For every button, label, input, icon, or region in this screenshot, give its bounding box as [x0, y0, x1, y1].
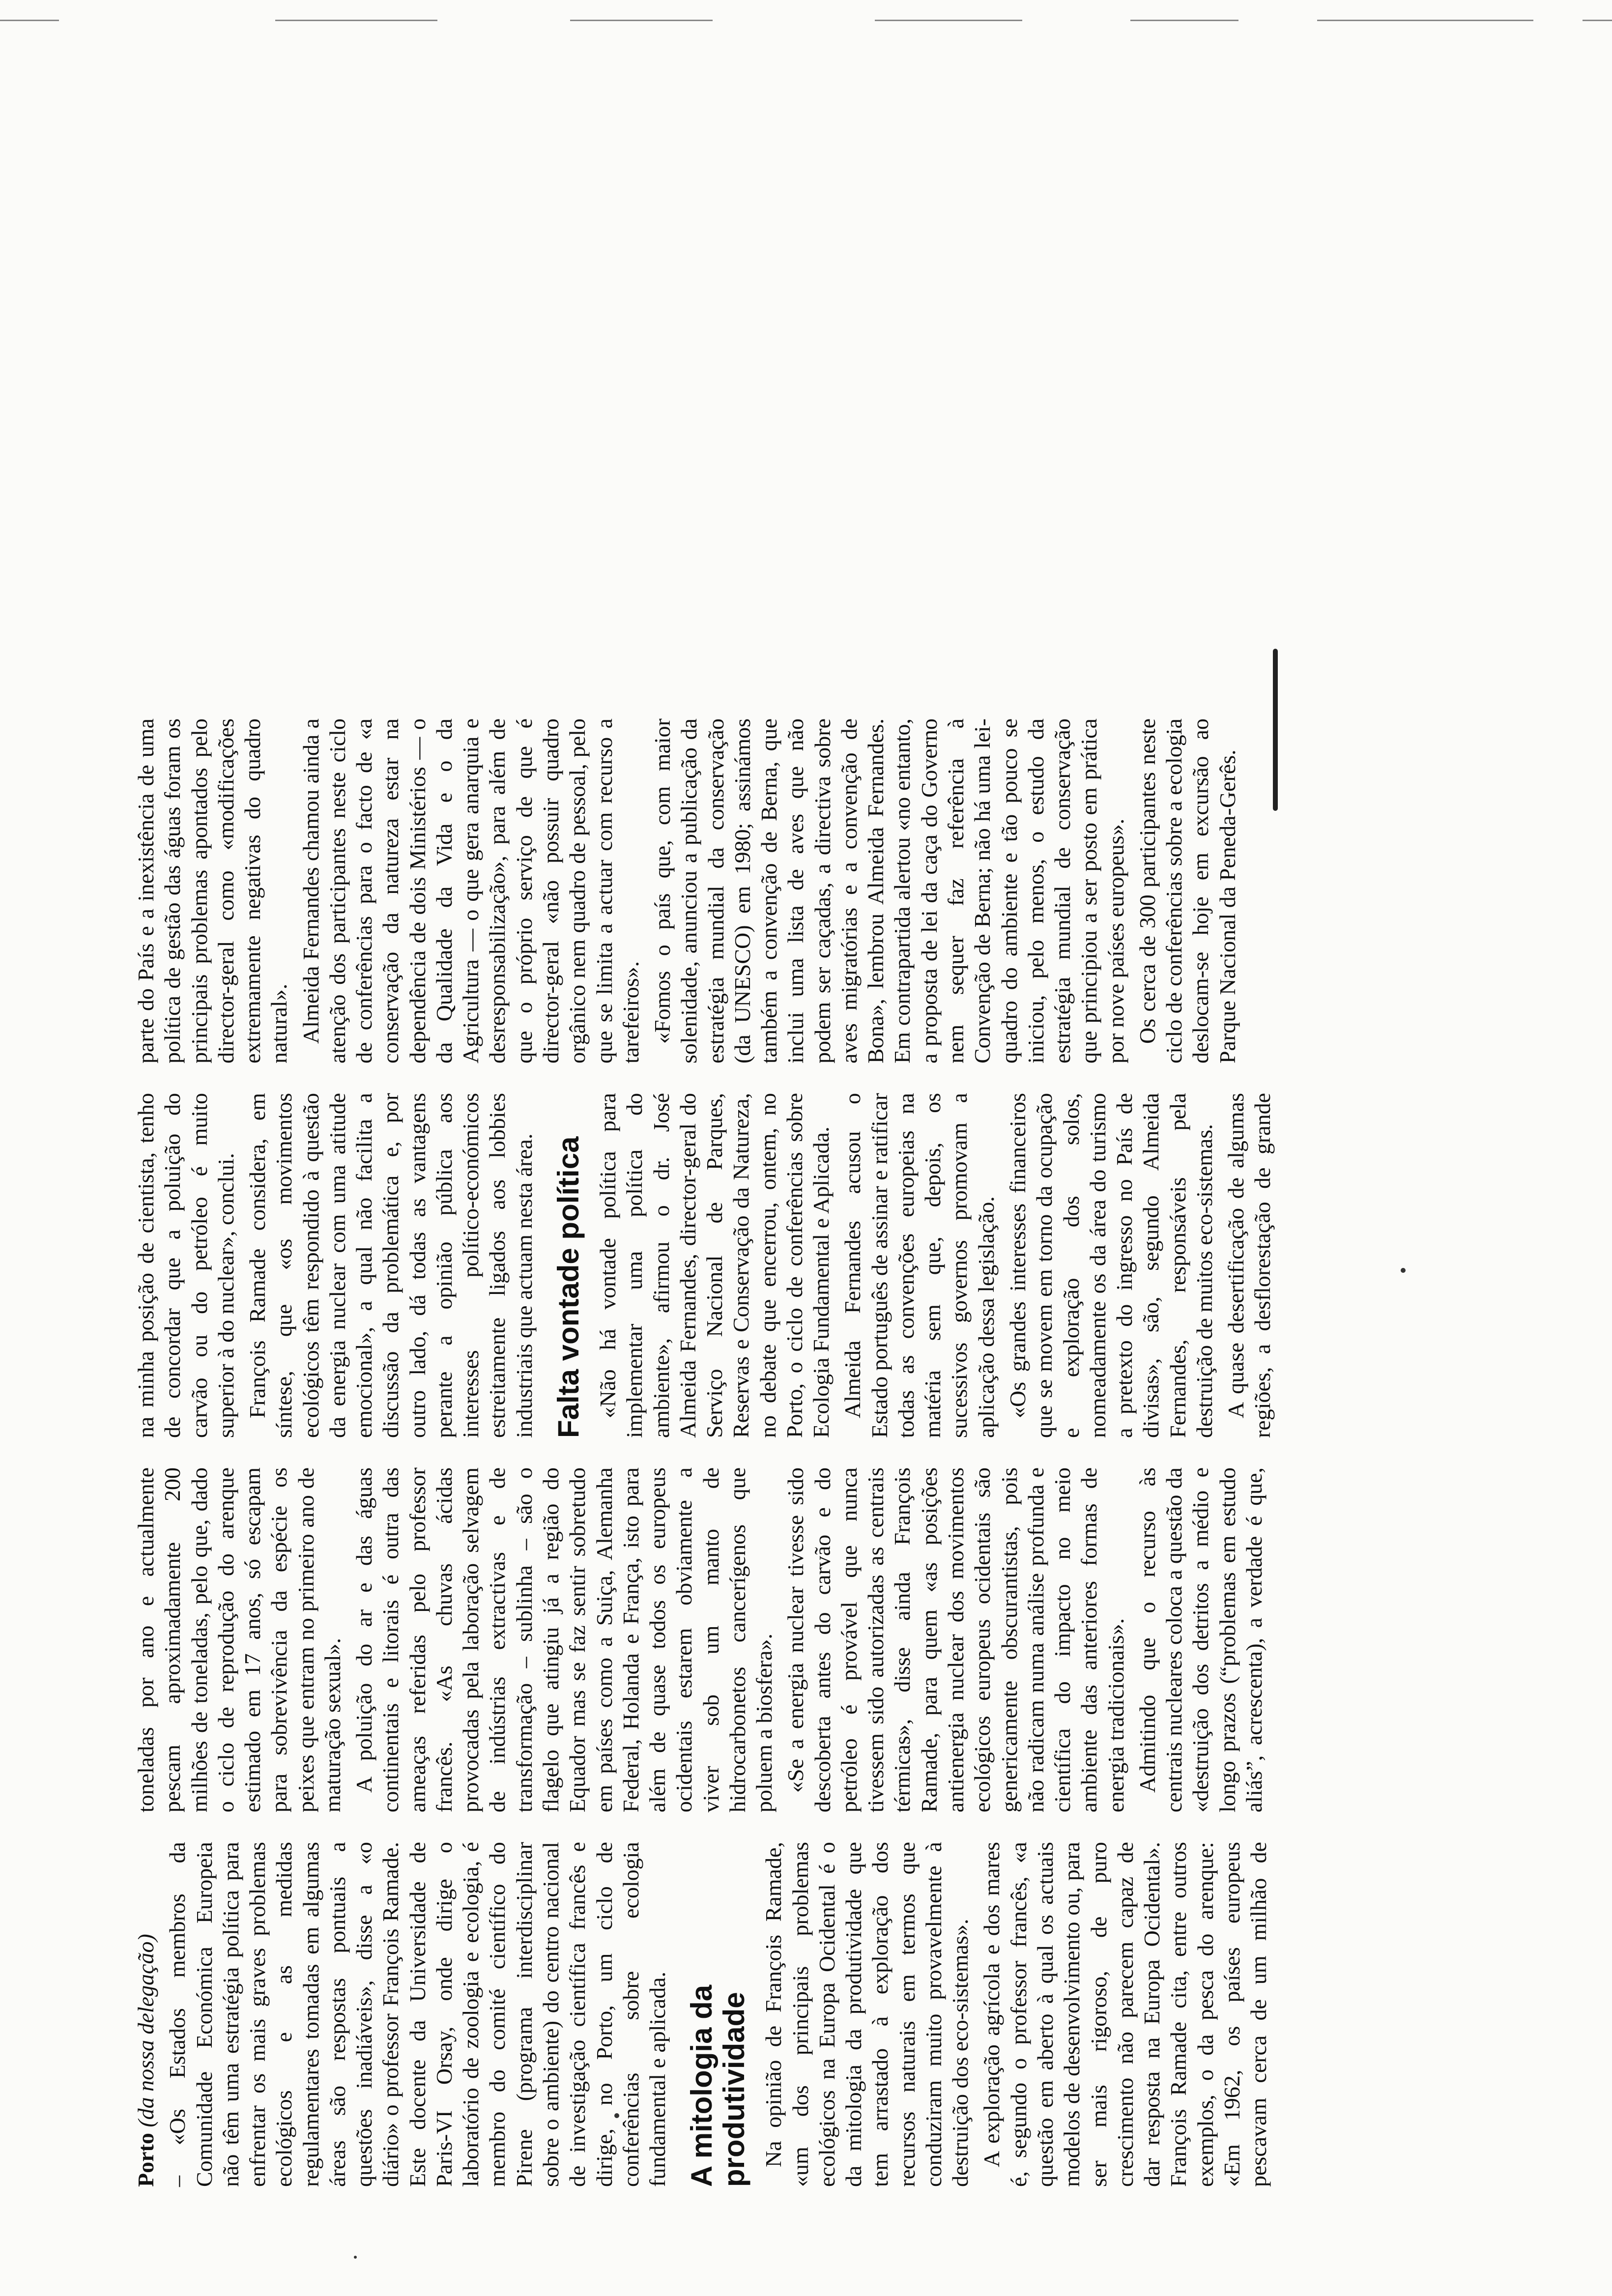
section-heading: A mitologia da produtividade: [685, 1984, 751, 2187]
article-paragraph: Na opinião de François Ramade, «um dos principais problemas ecológicos na Europa Ocidental é o da mitologia da produtividade que tem arrastado à exploração dos recursos naturais em termos que conduziram muito provavelmente à destruição dos eco-sistemas».: [761, 1842, 973, 2187]
dateline-paragraph: [133, 1842, 159, 2187]
scan-edge-line: [275, 20, 437, 21]
dateline-place: Porto: [133, 2133, 158, 2187]
article-paragraph: François Ramade considera, em síntese, que «os movimentos ecológicos têm respondido à questão da energia nuclear com uma atitude emocional», a qual não facilita a discussão da problemática e, por outro lado, dá todas as vantagens perante a opinião pública aos interesses político-económicos estreitamente ligados aos lobbies industriais que actuam nesta área.: [245, 1093, 537, 1438]
article-paragraph: Almeida Fernandes chamou ainda a atenção dos participantes neste ciclo de conferências para o facto de «a conservação da natureza estar na dependência de dois Ministérios — o da Qualidade da Vida e o da Agricultura — o que gera anarquia e desresponsabilização», para além de que o próprio serviço de que é director-geral «não possuir quadro orgânico nem quadro de pessoal, pelo que se limita a actuar com recurso a tarefeiros».: [298, 718, 643, 1063]
scan-edge-line: [1583, 20, 1612, 21]
article-paragraph: Os cerca de 300 participantes neste ciclo de conferências sobre a ecologia deslocam-se hoje em excursão ao Parque Nacional da Peneda-Gerês.: [1134, 718, 1240, 1063]
article-paragraph: «Não há vontade política para implementar uma política do ambiente», afirmou o dr. José Almeida Fernandes, director-geral do Serviço Nacional de Parques, Reservas e Conservação da Natureza, no debate que encerrou, ontem, no Porto, o ciclo de conferências sobre Ecologia Fundamental e Aplicada.: [595, 1093, 834, 1438]
article-body: [133, 344, 1293, 2187]
scan-edge-line: [875, 20, 1022, 21]
scan-speck: [354, 2256, 357, 2259]
scan-edge-line: [570, 20, 713, 21]
scan-edge-line: [1317, 20, 1533, 21]
scan-edge-line: [1130, 20, 1238, 21]
article-paragraph: «Fomos o país que, com maior solenidade, anunciou a publicação da estratégia mundial da conservação (da UNESCO) em 1980; assinámos também a convenção de Berna, que inclui uma lista de aves que não podem ser caçadas, a directiva sobre aves migratórias e a convenção de Bona», lembrou Almeida Fernandes. Em contrapartida alertou «no entanto, a proposta de lei da caça do Governo nem sequer faz referência à Convenção de Berna; não há uma lei-quadro do ambiente e tão pouco se iniciou, pelo menos, o estudo da estratégia mundial de conservação que principiou a ser posto em prática por nove países europeus».: [650, 718, 1128, 1063]
article-paragraph: «Se a energia nuclear tivesse sido descoberta antes do carvão e do petróleo é provável que nunca tivessem sido autorizadas as centrais térmicas», disse ainda François Ramade, para quem «as posições antienergia nuclear dos movimentos ecológicos europeus ocidentais são genericamente obscurantistas, pois não radicam numa análise profunda e científica do impacto no meio ambiente das anteriores formas de energia tradicionais».: [783, 1467, 1128, 1812]
article-paragraph: Almeida Fernandes acusou o Estado português de assinar e ratificar todas as convenções europeias na matéria sem que, depois, os sucessivos governos promovam a aplicação dessa legislação.: [840, 1093, 999, 1438]
article-paragraph: «Os grandes interesses financeiros que se movem em torno da ocupação e exploração dos solos, nomeadamente os da área do turismo a pretexto do ingresso no País de divisas», são, segundo Almeida Fernandes, responsáveis pela destruição de muitos eco-sistemas.: [1005, 1093, 1217, 1438]
article-paragraph: Admitindo que o recurso às centrais nucleares coloca a questão da «destruição dos detritos a médio e longo prazos (“problemas em estudo aliás”, acrescenta), a verdade é que, na minha posição de cientista, tenho de concordar que a poluição do carvão ou do petróleo é muito superior à do nuclear», conclui.: [133, 1093, 1267, 1812]
scan-speck: [1401, 1268, 1406, 1273]
article-paragraph: A quase desertificação de algumas regiões, a desflorestação de grande parte do País e a inexistência de uma política de gestão das águas foram os principais problemas apontados pelo director-geral como «modificações extremamente negativas do quadro natural».: [133, 718, 1275, 1438]
scan-edge-line: [0, 20, 59, 21]
section-heading: Falta vontade política: [551, 1136, 585, 1438]
article-paragraph: A poluição do ar e das águas continentais e litorais é outra das ameaças referidas pelo professor francês. «As chuvas ácidas provocadas pela laboração selvagem de indústrias extractivas e de transformação – sublinha – são o flagelo que atingiu já a região do Equador mas se faz sentir sobretudo em países como a Suiça, Alemanha Federal, Holanda e França, isto para além de quase todos os europeus ocidentais estarem obviamente a viver sob um manto de hidrocarbonetos cancerígenos que poluem a biosfera».: [351, 1467, 777, 1812]
dateline-credit: (da nossa delegação): [133, 1934, 158, 2127]
newspaper-clipping: [133, 344, 1293, 2187]
article-paragraph: – «Os Estados membros da Comunidade Económica Europeia não têm uma estratégia política para enfrentar os mais graves problemas ecológicos e as medidas regulamentares tomadas em algumas áreas são respostas pontuais a questões inadiáveis», disse a «o diário» o professor François Ramade. Este docente da Universidade de Paris-VI Orsay, onde dirige o laboratório de zoologia e ecologia, é membro do comité científico do Pirene (programa interdisciplinar sobre o ambiente) do centro nacional de investigação científica francês e dirige, no Porto, um ciclo de conferências sobre ecologia fundamental e aplicada.: [165, 1842, 670, 2187]
article-paragraph: A exploração agrícola e dos mares é, segundo o professor francês, «a questão em aberto à qual os actuais modelos de desenvolvimento ou, para ser mais rigoroso, de puro crescimento não parecem capaz de dar resposta na Europa Ocidental». François Ramade cita, entre outros exemplos, o da pesca do arenque: «Em 1962, os países europeus pescavam cerca de um milhão de toneladas por ano e actualmente pescam aproximadamente 200 milhões de toneladas, pelo que, dado o ciclo de reprodução do arenque estimado em 17 anos, só escapam para sobrevivência da espécie os peixes que entram no primeiro ano de maturação sexual».: [133, 1467, 1271, 2187]
